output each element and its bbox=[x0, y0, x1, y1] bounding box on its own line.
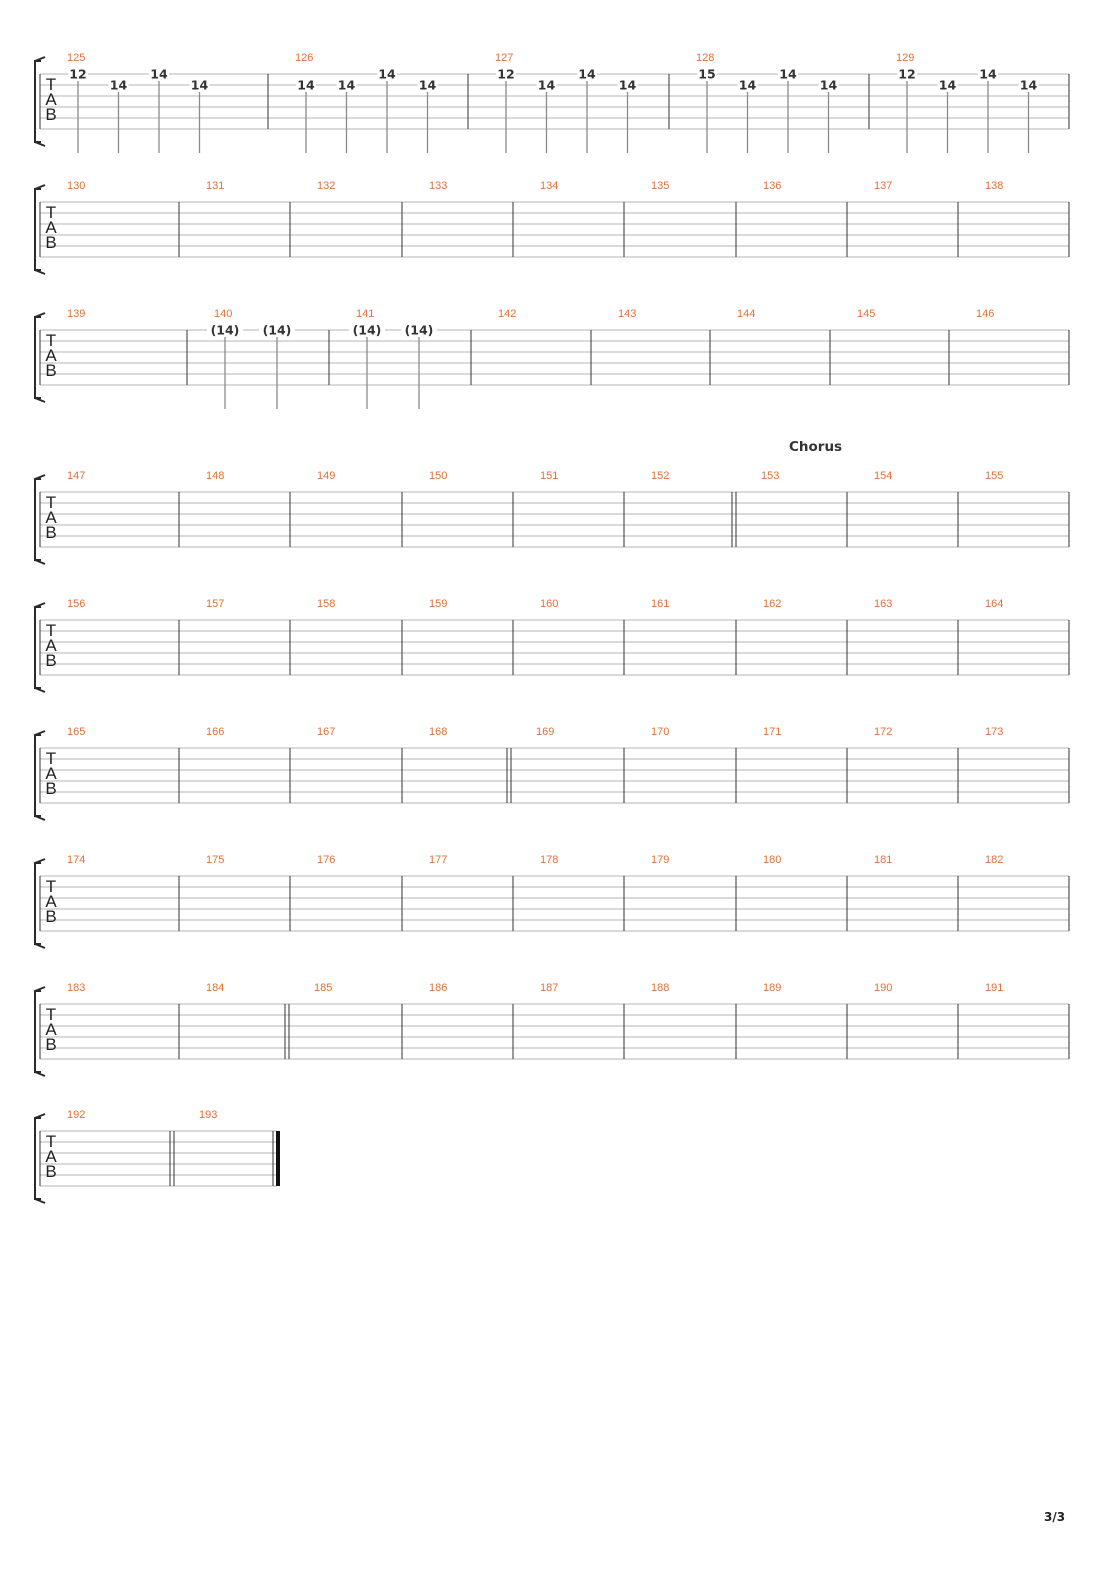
measure-number: 136 bbox=[763, 180, 782, 192]
tab-clef-letter: T bbox=[45, 1005, 57, 1024]
measure-number: 172 bbox=[874, 726, 893, 738]
measure-number: 185 bbox=[314, 982, 333, 994]
tab-clef-letter: T bbox=[45, 331, 57, 350]
measure-number: 138 bbox=[985, 180, 1004, 192]
measure-number: 170 bbox=[651, 726, 670, 738]
measure-number: 193 bbox=[199, 1109, 218, 1121]
tab-clef-letter: B bbox=[45, 523, 57, 542]
measure-number: 145 bbox=[857, 308, 876, 320]
fret-number: 14 bbox=[779, 66, 797, 82]
section-label: Chorus bbox=[789, 439, 843, 455]
fret-number: 14 bbox=[337, 77, 356, 93]
tab-clef-letter: T bbox=[45, 877, 57, 896]
measure-number: 150 bbox=[429, 470, 448, 482]
measure-number: 154 bbox=[874, 470, 893, 482]
measure-number: 130 bbox=[67, 180, 86, 192]
measure-number: 149 bbox=[317, 470, 336, 482]
tab-clef-letter: B bbox=[45, 779, 57, 798]
tab-clef-letter: B bbox=[45, 361, 57, 380]
tab-clef-letter: B bbox=[45, 1035, 57, 1054]
tab-clef-letter: T bbox=[45, 1132, 57, 1151]
tab-clef-letter: A bbox=[45, 1020, 57, 1039]
fret-number: 14 bbox=[738, 77, 757, 93]
measure-number: 168 bbox=[429, 726, 448, 738]
measure-number: 128 bbox=[696, 52, 715, 64]
measure-number: 157 bbox=[206, 598, 225, 610]
fret-number: 14 bbox=[979, 66, 997, 82]
measure-number: 174 bbox=[67, 854, 86, 866]
measure-number: 134 bbox=[540, 180, 559, 192]
fret-number: (14) bbox=[210, 322, 240, 338]
fret-number: 14 bbox=[109, 77, 128, 93]
fret-number: 14 bbox=[537, 77, 556, 93]
measure-number: 175 bbox=[206, 854, 225, 866]
fret-number: 14 bbox=[938, 77, 957, 93]
tab-clef-letter: A bbox=[45, 90, 57, 109]
measure-number: 146 bbox=[976, 308, 995, 320]
final-barline-thick bbox=[276, 1131, 280, 1186]
measure-number: 190 bbox=[874, 982, 893, 994]
fret-number: 14 bbox=[418, 77, 437, 93]
tab-clef-letter: A bbox=[45, 892, 57, 911]
fret-number: 12 bbox=[69, 66, 87, 82]
measure-number: 176 bbox=[317, 854, 336, 866]
tab-clef-letter: B bbox=[45, 651, 57, 670]
fret-number: 14 bbox=[378, 66, 396, 82]
measure-number: 169 bbox=[536, 726, 555, 738]
tab-clef-letter: T bbox=[45, 749, 57, 768]
measure-number: 189 bbox=[763, 982, 782, 994]
fret-number: 12 bbox=[898, 66, 916, 82]
measure-number: 125 bbox=[67, 52, 86, 64]
measure-number: 158 bbox=[317, 598, 336, 610]
measure-number: 165 bbox=[67, 726, 86, 738]
tab-clef-letter: A bbox=[45, 1147, 57, 1166]
measure-number: 139 bbox=[67, 308, 86, 320]
fret-number: (14) bbox=[352, 322, 382, 338]
measure-number: 159 bbox=[429, 598, 448, 610]
measure-number: 135 bbox=[651, 180, 670, 192]
fret-number: 14 bbox=[1019, 77, 1038, 93]
measure-number: 187 bbox=[540, 982, 559, 994]
measure-number: 127 bbox=[495, 52, 514, 64]
measure-number: 192 bbox=[67, 1109, 86, 1121]
measure-number: 153 bbox=[761, 470, 780, 482]
measure-number: 186 bbox=[429, 982, 448, 994]
fret-number: 14 bbox=[618, 77, 637, 93]
measure-number: 188 bbox=[651, 982, 670, 994]
measure-number: 184 bbox=[206, 982, 225, 994]
measure-number: 171 bbox=[763, 726, 782, 738]
fret-number: (14) bbox=[262, 322, 292, 338]
tab-clef-letter: B bbox=[45, 233, 57, 252]
fret-number: (14) bbox=[404, 322, 434, 338]
measure-number: 126 bbox=[295, 52, 314, 64]
tab-clef-letter: B bbox=[45, 1162, 57, 1181]
measure-number: 155 bbox=[985, 470, 1004, 482]
measure-number: 173 bbox=[985, 726, 1004, 738]
measure-number: 141 bbox=[356, 308, 375, 320]
measure-number: 180 bbox=[763, 854, 782, 866]
measure-number: 152 bbox=[651, 470, 670, 482]
measure-number: 181 bbox=[874, 854, 893, 866]
measure-number: 160 bbox=[540, 598, 559, 610]
measure-number: 162 bbox=[763, 598, 782, 610]
measure-number: 143 bbox=[618, 308, 637, 320]
measure-number: 166 bbox=[206, 726, 225, 738]
measure-number: 131 bbox=[206, 180, 225, 192]
measure-number: 133 bbox=[429, 180, 448, 192]
measure-number: 164 bbox=[985, 598, 1004, 610]
measure-number: 191 bbox=[985, 982, 1004, 994]
fret-number: 12 bbox=[497, 66, 515, 82]
fret-number: 14 bbox=[578, 66, 596, 82]
fret-number: 14 bbox=[297, 77, 315, 93]
fret-number: 14 bbox=[190, 77, 209, 93]
measure-number: 140 bbox=[214, 308, 233, 320]
measure-number: 183 bbox=[67, 982, 86, 994]
measure-number: 156 bbox=[67, 598, 86, 610]
fret-number: 14 bbox=[150, 66, 168, 82]
measure-number: 132 bbox=[317, 180, 336, 192]
page-number: 3/3 bbox=[1044, 1510, 1066, 1524]
tab-clef-letter: B bbox=[45, 907, 57, 926]
tab-clef-letter: T bbox=[45, 75, 57, 94]
measure-number: 148 bbox=[206, 470, 225, 482]
fret-number: 15 bbox=[698, 66, 716, 82]
tab-clef-letter: T bbox=[45, 203, 57, 222]
tab-clef-letter: T bbox=[45, 621, 57, 640]
measure-number: 137 bbox=[874, 180, 893, 192]
tab-clef-letter: T bbox=[45, 493, 57, 512]
measure-number: 179 bbox=[651, 854, 670, 866]
tab-clef-letter: A bbox=[45, 346, 57, 365]
measure-number: 182 bbox=[985, 854, 1004, 866]
tab-clef-letter: A bbox=[45, 764, 57, 783]
measure-number: 161 bbox=[651, 598, 670, 610]
measure-number: 147 bbox=[67, 470, 86, 482]
tab-clef-letter: A bbox=[45, 218, 57, 237]
measure-number: 178 bbox=[540, 854, 559, 866]
measure-number: 177 bbox=[429, 854, 448, 866]
measure-number: 142 bbox=[498, 308, 517, 320]
fret-number: 14 bbox=[819, 77, 838, 93]
tab-clef-letter: B bbox=[45, 105, 57, 124]
measure-number: 129 bbox=[896, 52, 915, 64]
measure-number: 163 bbox=[874, 598, 893, 610]
tab-clef-letter: A bbox=[45, 636, 57, 655]
measure-number: 144 bbox=[737, 308, 756, 320]
measure-number: 151 bbox=[540, 470, 559, 482]
measure-number: 167 bbox=[317, 726, 336, 738]
tab-clef-letter: A bbox=[45, 508, 57, 527]
